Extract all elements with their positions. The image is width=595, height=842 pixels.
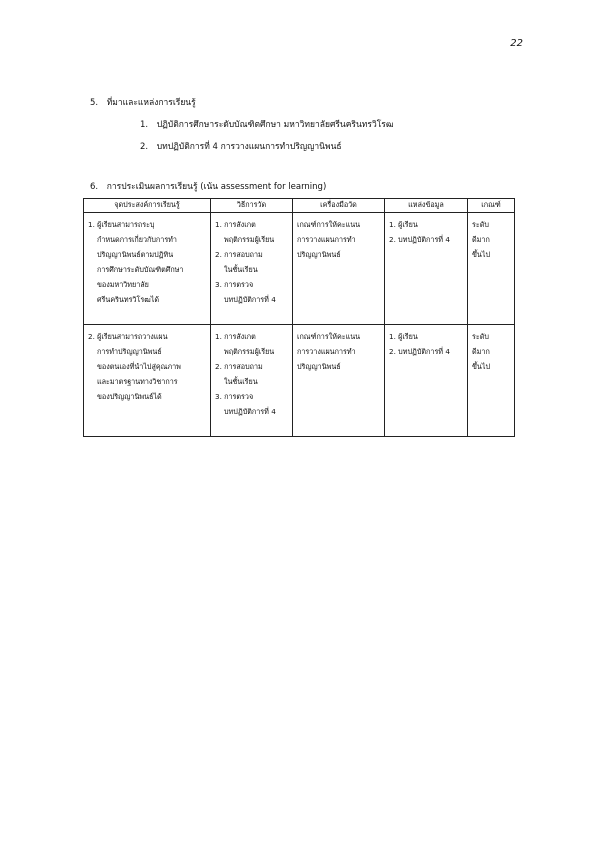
tool-line: การวางแผนการทำ <box>297 347 356 356</box>
method-line: บทปฏิบัติการที่ 4 <box>224 407 276 416</box>
method-line: 3. การตรวจ <box>215 392 254 401</box>
section-5-number: 5. <box>90 98 99 108</box>
criteria-line: ระดับ <box>472 220 489 229</box>
tool-line: เกณฑ์การให้คะแนน <box>297 332 361 341</box>
objective-line: 2. ผู้เรียนสามารถวางแผน <box>88 332 168 341</box>
source-line: 2. บทปฏิบัติการที่ 4 <box>389 235 450 244</box>
objective-line: การศึกษาระดับบัณฑิตศึกษา <box>97 265 184 274</box>
section-5-title: ที่มาและแหล่งการเรียนรู้ <box>106 98 196 108</box>
method-line: พฤติกรรมผู้เรียน <box>224 235 275 244</box>
method-line: ในชั้นเรียน <box>224 265 258 274</box>
criteria-line: ระดับ <box>472 332 489 341</box>
header-method: วิธีการวัด <box>211 199 293 213</box>
page-number: 22 <box>510 38 523 49</box>
learning-source-number: 1. <box>140 120 149 130</box>
objective-line: ของปริญญานิพนธ์ได้ <box>97 392 162 401</box>
objective-line: ของตนเองที่นำไปสู่คุณภาพ <box>97 362 181 371</box>
source-line: 1. ผู้เรียน <box>389 220 418 229</box>
method-cell <box>211 325 293 437</box>
objective-line: การทำปริญญานิพนธ์ <box>97 347 162 356</box>
criteria-line: ขึ้นไป <box>472 250 491 259</box>
learning-source-text: บทปฏิบัติการที่ 4 การวางแผนการทำปริญญานิพนธ์ <box>156 142 342 152</box>
objective-line: ศรีนครินทรวิโรฒได้ <box>97 295 160 304</box>
objective-line: กำหนดการเกี่ยวกับการทำ <box>97 235 177 244</box>
criteria-line: ดีมาก <box>472 347 490 356</box>
criteria-cell <box>468 325 515 437</box>
objective-cell <box>84 213 211 325</box>
section-6-title: การประเมินผลการเรียนรู้ <box>106 182 198 192</box>
method-line: พฤติกรรมผู้เรียน <box>224 347 275 356</box>
source-line: 1. ผู้เรียน <box>389 332 418 341</box>
objective-line: 1. ผู้เรียนสามารถระบุ <box>88 220 155 229</box>
criteria-line: ขึ้นไป <box>472 362 491 371</box>
tool-line: ปริญญานิพนธ์ <box>297 250 341 259</box>
table-row <box>84 213 515 325</box>
learning-source-number: 2. <box>140 142 149 152</box>
objective-line: ของมหาวิทยาลัย <box>97 280 149 289</box>
method-line: บทปฏิบัติการที่ 4 <box>224 295 276 304</box>
tool-cell <box>293 213 385 325</box>
table-row <box>84 325 515 437</box>
objective-line: ปริญญานิพนธ์ตามปฏิทิน <box>97 250 174 259</box>
method-line: 2. การสอบถาม <box>215 250 263 259</box>
header-tool: เครื่องมือวัด <box>293 199 385 213</box>
section-6-heading <box>90 179 326 193</box>
method-line: ในชั้นเรียน <box>224 377 258 386</box>
section-6-number: 6. <box>90 182 99 192</box>
learning-source-item <box>140 117 394 139</box>
learning-source-item <box>140 139 394 161</box>
table-header-row <box>84 199 515 213</box>
criteria-cell <box>468 213 515 325</box>
tool-line: เกณฑ์การให้คะแนน <box>297 220 361 229</box>
tool-cell <box>293 325 385 437</box>
learning-sources-list <box>140 117 394 161</box>
source-line: 2. บทปฏิบัติการที่ 4 <box>389 347 450 356</box>
method-cell <box>211 213 293 325</box>
criteria-line: ดีมาก <box>472 235 490 244</box>
method-line: 3. การตรวจ <box>215 280 254 289</box>
objective-line: และมาตรฐานทางวิชาการ <box>97 377 178 386</box>
header-objective: จุดประสงค์การเรียนรู้ <box>84 199 211 213</box>
header-source: แหล่งข้อมูล <box>385 199 468 213</box>
objective-cell <box>84 325 211 437</box>
assessment-table <box>83 198 515 437</box>
method-line: 2. การสอบถาม <box>215 362 263 371</box>
learning-source-text: ปฏิบัติการศึกษาระดับบัณฑิตศึกษา มหาวิทยาลัยศรีนครินทรวิโรฒ <box>156 120 394 130</box>
section-6-note: (เน้น assessment for learning) <box>200 182 327 192</box>
source-cell <box>385 325 468 437</box>
tool-line: การวางแผนการทำ <box>297 235 356 244</box>
method-line: 1. การสังเกต <box>215 220 256 229</box>
section-5-heading <box>90 95 196 109</box>
source-cell <box>385 213 468 325</box>
header-criteria: เกณฑ์ <box>468 199 515 213</box>
tool-line: ปริญญานิพนธ์ <box>297 362 341 371</box>
method-line: 1. การสังเกต <box>215 332 256 341</box>
